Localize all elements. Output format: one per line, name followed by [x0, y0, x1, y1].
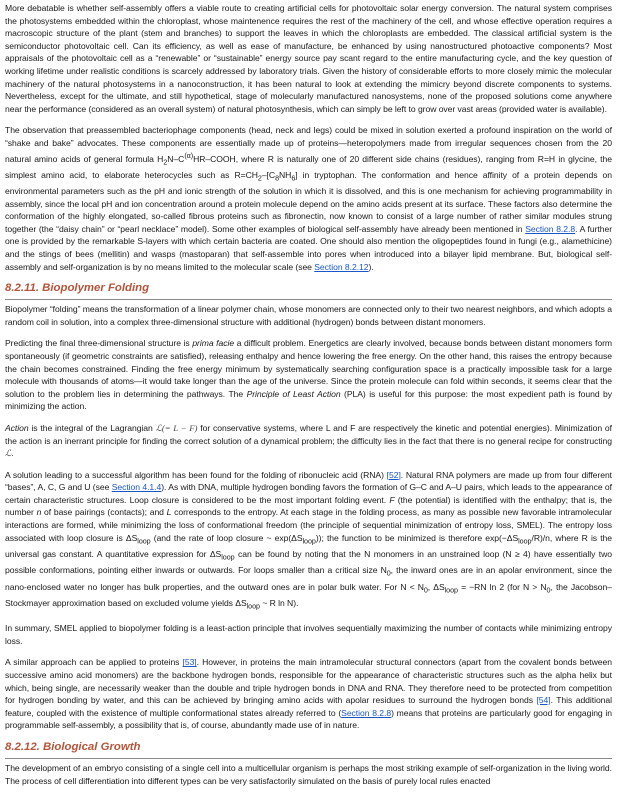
paragraph-proteins: A similar approach can be applied to proteins [53]. However, in proteins the main intramolecular structural connectors (apart from the covalent bonds between successive amino acid monomers) are the backbone hydrogen bonds, responsible for the appearance of characteristic structures such as the alpha helix but which, being single, are necessarily weaker than the double and triple hydrogen bonds in DNA and RNA. They therefore need to be protected from competition for hydrogen bonding by water, and this can be achieved by bringing amino acids with apolar residues to surround the hydrogen bonds [54]. This additional feature, coupled with the existence of multiple conformational states already referred to (Section 8.2.8) means that proteins are particularly good for engaging in programmable self-assembly, a possibility that is, of course, abundantly made use of in nature. [5, 657, 613, 731]
paragraph-biological-growth: The development of an embryo consisting of a single cell into a multicellular organism is perhaps the most striking example of self-organization in the living world. The process of cell differentiation into different types can be very satisfactorily simulated on the basis of purely local rules enacted [5, 762, 612, 786]
lagrangian-formula: ℒ(= L − F) [155, 422, 198, 433]
paragraph-folding-definition: Biopolymer “folding” means the transformation of a linear polymer chain, whose monomers are connected only to their two nearest neighbors, and which adopts a random coil in solution, into a complex three-dimensional structure with additional (hydrogen) bonds between distant monomers. [5, 304, 612, 327]
paragraph-action: Action is the integral of the Lagrangian ℒ(= L − F) for conservative systems, where L and F are respectively the kinetic and potential energies). Minimization of the action is an inerrant principle for finding the correct solution of a dynamical problem; the difficulty lies in the fact that there is no general recipe for constructing ℒ. [5, 422, 612, 459]
reference-52-link[interactable]: [52] [386, 469, 401, 480]
section-8-2-8-link[interactable]: Section 8.2.8 [525, 223, 576, 234]
section-8-2-8-link[interactable]: Section 8.2.8 [341, 707, 392, 718]
paragraph-bacteriophage: The observation that preassembled bacteriophage components (head, neck and legs) could be mixed in solution exerted a profound inspiration on the world of “shake and bake” advocates. These components are essentially made up of proteins—heteropolymers made from irregular sequences chosen from the 20 natural amino acids of general formula $H_2N-C^{(\alpha)}HR$–COOH, where R is naturally one of 20 different side chains (residues), ranging from R=H in glycine, the simplest amino acid, to elaborate heterocycles such as $R=CH_2-[C_8NH_6]$ in tryptophan. The conformation and hence affinity of a protein depends on environmental parameters such as the pH and ionic strength of the solution in which it is dissolved, and this is one mechanism for achieving programmability in assembly, since the local pH and ion concentration around a protein molecule depend on the amino acids present at its surface. These factors also determine the conformation of the highly elongated, so-called fibrous proteins such as fibronectin, now known to consist of a large number of rather similar modules strung together (the “daisy chain” or “pearl necklace” model). Some other examples of biological self-assembly have already been mentioned in Section 8.2.8. A further one is provided by the remarkable S-layers with which certain bacteria are coated. One should also mention the oligopeptides found in fungi (e.g., alamethicine) and the stings of bees (mellitin) and wasps (mastoparan) that self-assemble into pores when introduced into a bilayer lipid membrane. But, biological self-assembly and self-organization is by no means limited to the molecular scale (see Section 8.2.12). [5, 125, 613, 272]
section-heading-biological-growth: 8.2.12. Biological Growth [5, 741, 612, 759]
lagrangian-symbol: ℒ [5, 448, 12, 459]
section-4-1-4-link[interactable]: Section 4.1.4 [111, 482, 162, 493]
reference-54-link[interactable]: [54] [536, 695, 551, 706]
paragraph-folding-prediction: Predicting the final three-dimensional structure is prima facie a difficult problem. Energetics are clearly involved, because bonds between distant monomers form spontaneously (if geometric constraints are satisfied), releasing enthalpy and hence lowering the free energy. On the other hand, this raises the entropy because the chain becomes constrained. Finding the free energy minimum by systematically searching configuration space is a practically impossible task for a large molecule with thousands of atoms—it would take longer than the age of the universe. Since the protein molecule can fold within seconds, it seems clear that the solution to the problem lies in determining the pathways. The Principle of Least Action (PLA) is useful for this purpose: the most expedient path is found by minimizing the action. [5, 338, 612, 412]
section-heading-biopolymer-folding: 8.2.11. Biopolymer Folding [5, 282, 612, 300]
paragraph-photovoltaic: More debatable is whether self-assembly offers a viable route to creating artificial cells for photovoltaic solar energy conversion. The natural system comprises the photosystems embedded within the chloroplast, whose maintenence requires the rest of the machinery of the cell, and whose effective operation requires a macroscopic structure of the plant (stem and branches) to support the leaves in which the chloroplasts are embedded. The classical artificial system is the semiconductor photovoltaic cell. Can its efficiency, as well as ease of manufacture, be enhanced by using nanostructured photoactive components? Most appraisals of the photovoltaic cell as a “renewable” or “sustainable” energy source pay scant regard to the entire manufacturing cycle, and the key question of working lifetime under realistic conditions is scarcely addressed by laboratory trials. Given the history of considerable efforts to more closely mimic the molecular machinery of the natural photosystems in a nanoconstruction, it has been natural to look at extending the mimicry beyond discrete components to systems. Nevertheless, except for the ultimate, and still hypothetical, stage of molecularly manufactured nanosystems, none of the proposed solutions come anywhere near the performance (considered as an overall system) of natural photosynthesis, which can simply be left to grow over vast areas (provided water is available). [5, 3, 612, 114]
paragraph-smel-summary: In summary, SMEL applied to biopolymer folding is a least-action principle that involves sequentially maximizing the number of contacts while minimizing entropy loss. [5, 623, 612, 646]
section-8-2-12-link[interactable]: Section 8.2.12 [314, 261, 369, 272]
paragraph-rna-folding: A solution leading to a successful algorithm has been found for the folding of ribonucleic acid (RNA) [52]. Natural RNA polymers are made up from four different “bases”, A, C, G and U (see Section 4.1.4). As with DNA, multiple hydrogen bonding favors the formation of G–C and A–U pairs, which leads to the appearance of certain characteristic structures. Loop closure is considered to be the most important folding event. F (the potential) is identified with the enthalpy; that is, the number n of base pairings (contacts); and L corresponds to the entropy. At each stage in the folding process, as many as possible new favorable intramolecular interactions are formed, while minimizing the loss of conformational freedom (the principle of sequential minimization of entropy loss, SMEL). The entropy loss associated with loop closure is $\Delta S_{loop}$ (and the rate of loop closure ~ $\exp(\Delta S_{loop})$); the function to be minimized is therefore $\exp(-\Delta S_{loop}/R)/n$, where R is the universal gas constant. A quantitative expression for $\Delta S_{loop}$ can be found by noting that the N monomers in an unstrained loop (N ≥ 4) have essentially two possible conformations, pointing either inwards or outwards. For loops smaller than a critical size $N_0$, the inward ones are in an apolar environment, since the nano-enclosed water no longer has bulk properties, and the outward ones are in polar bulk water. For $N < N_0$, $\Delta S_{loop} = -RN$ ln 2 (for $N > N_0$, the Jacobson–Stockmayer approximation based on excluded volume yields $\Delta S_{loop}$ ~ R ln N). [5, 469, 613, 611]
reference-53-link[interactable]: [53] [182, 657, 197, 668]
